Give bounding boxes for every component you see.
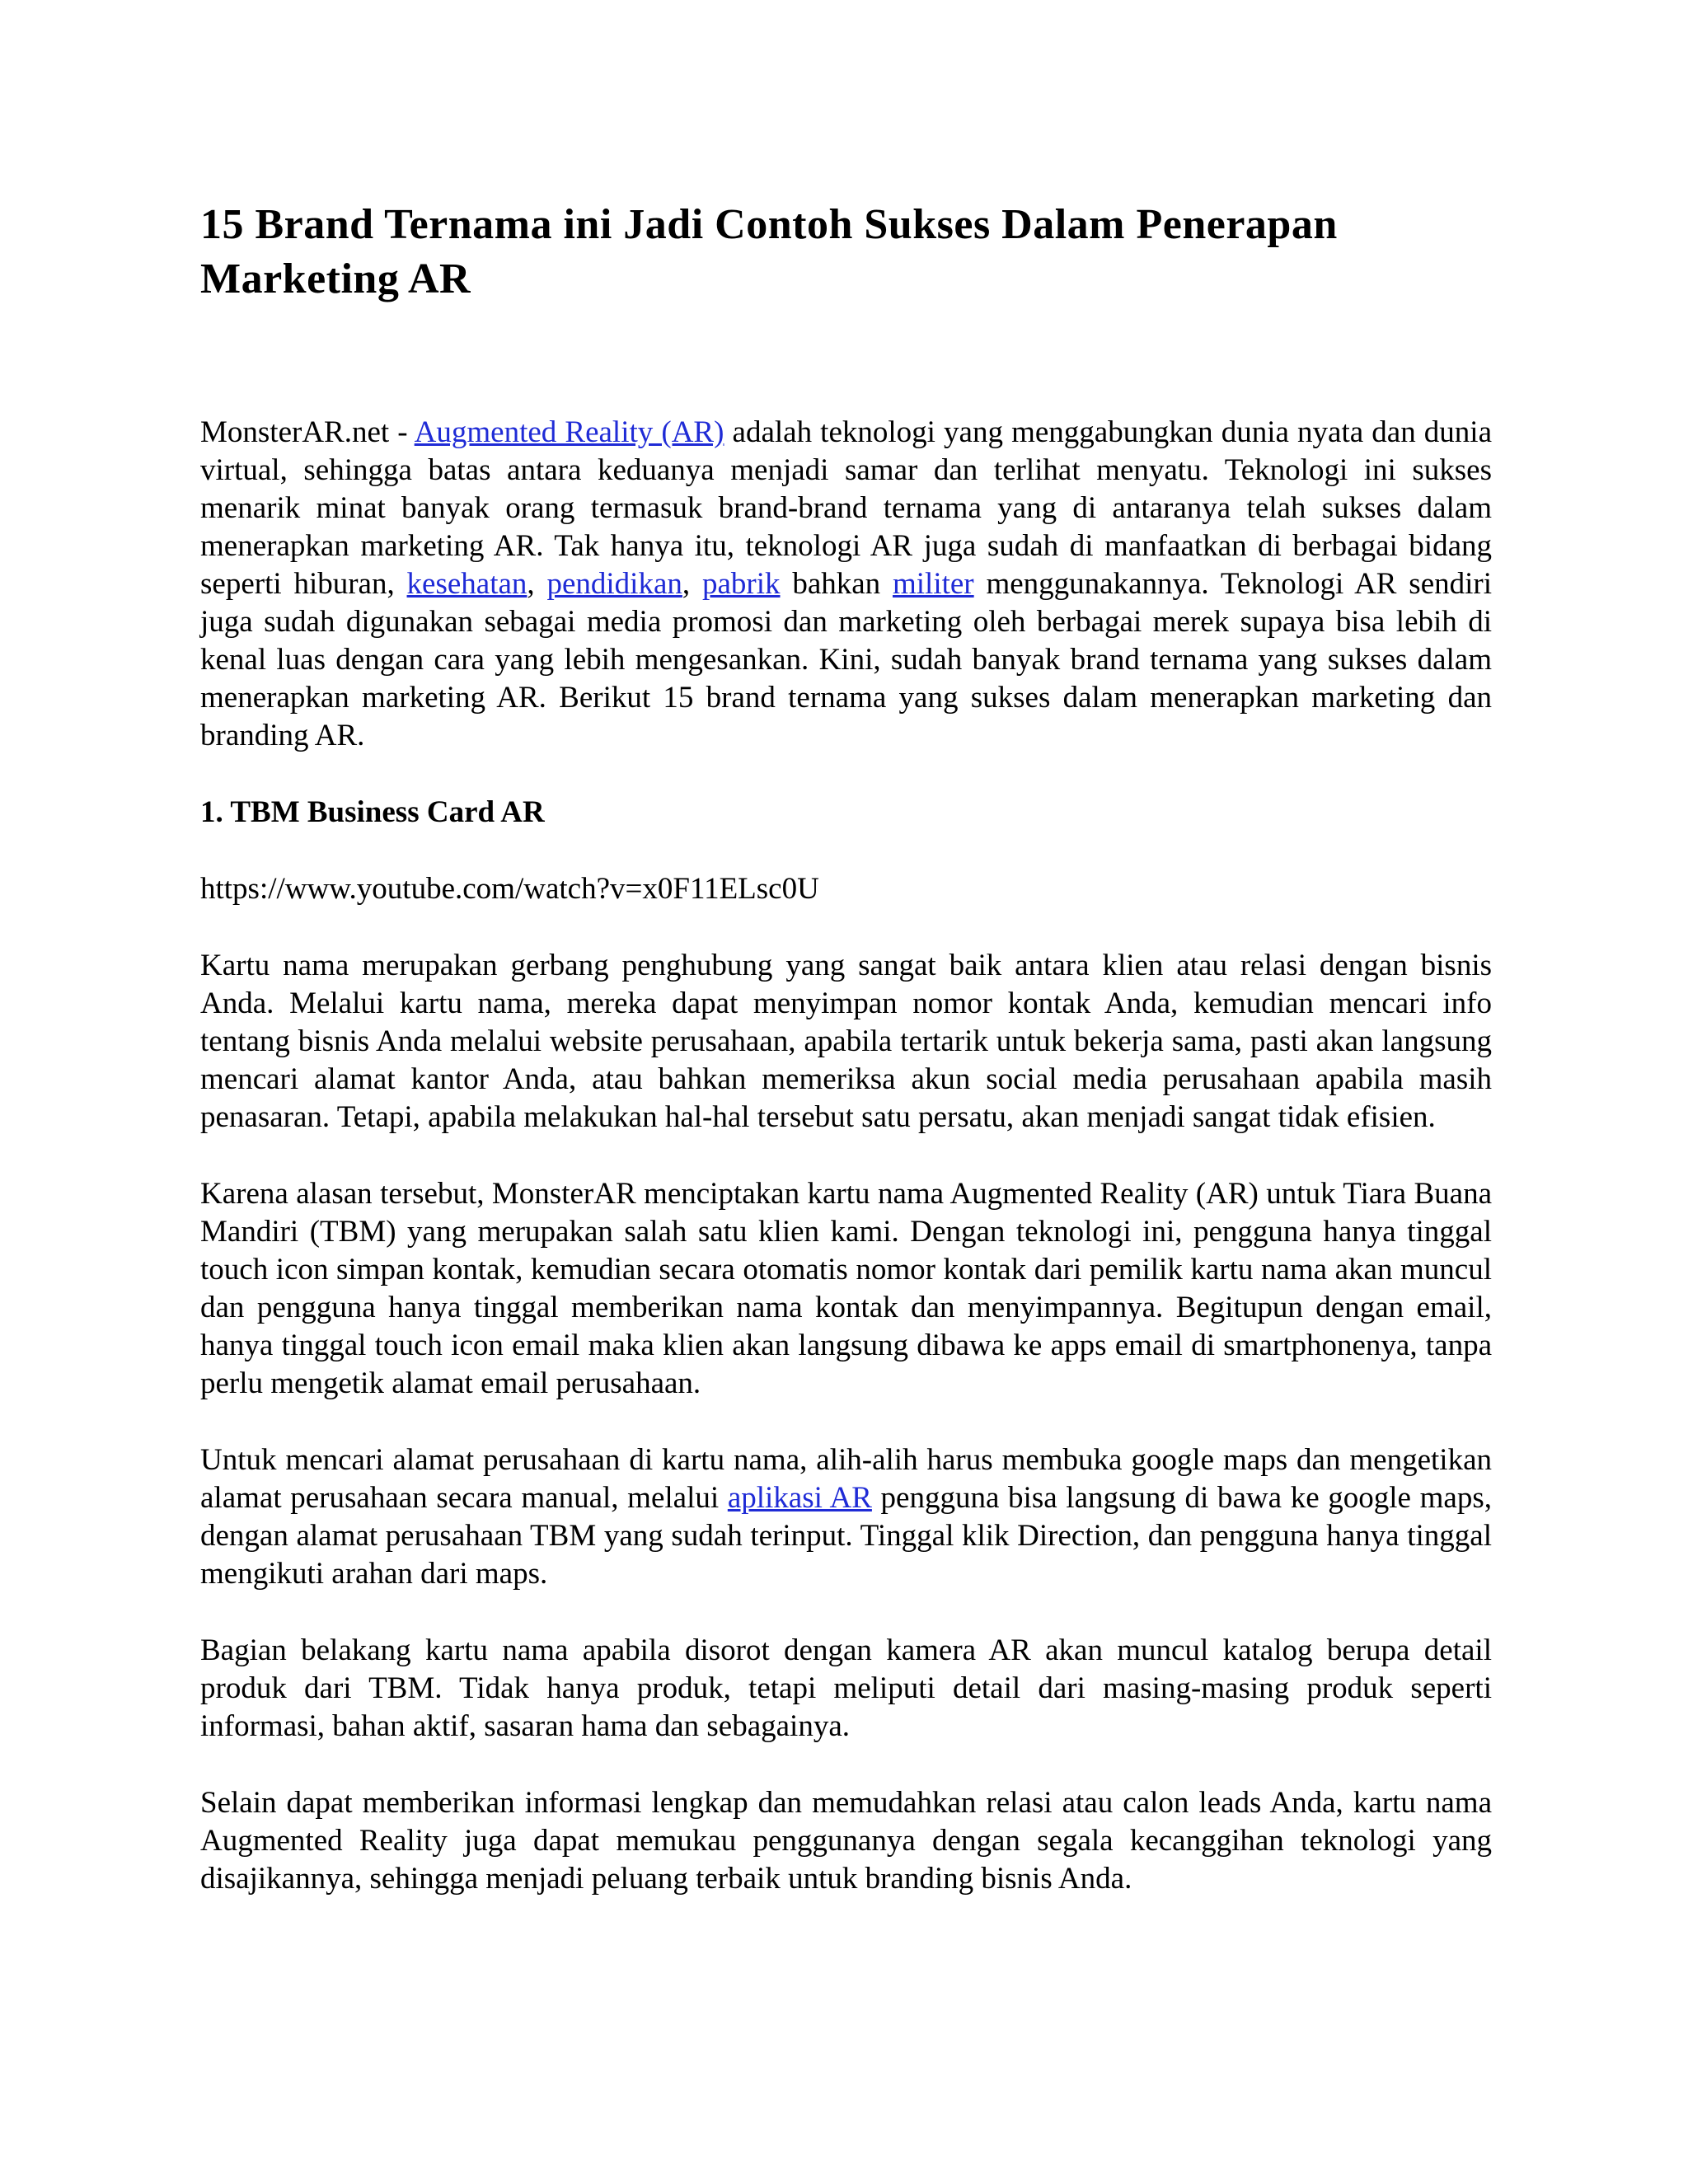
section-paragraph-5: Selain dapat memberikan informasi lengkap dan memudahkan relasi atau calon leads Anda, kartu nama Augmented Reality juga dapat memukau penggunanya dengan segala kecanggihan teknologi yang disajikannya, sehingga menjadi peluang terbaik untuk branding bisnis Anda. (200, 1786, 1492, 1896)
link-augmented-reality[interactable]: Augmented Reality (AR) (414, 415, 724, 449)
link-pendidikan[interactable]: pendidikan (546, 567, 682, 601)
intro-text-4: menggunakannya. Teknologi AR sendiri juga sudah digunakan sebagai media promosi dan marketing oleh berbagai merek supaya bisa lebih di kenal luas dengan cara yang lebih mengesankan. Kini, sudah banyak brand ternama yang sukses dalam menerapkan marketing AR. Berikut 15 brand ternama yang sukses dalam menerapkan marketing dan branding AR. (200, 567, 1493, 752)
link-militer[interactable]: militer (892, 567, 974, 601)
intro-separator-1: , (527, 567, 547, 601)
intro-text-3: bahkan (780, 567, 893, 601)
document-page (200, 198, 1492, 1937)
intro-paragraph (200, 414, 1492, 755)
section-heading: 1. TBM Business Card AR (200, 795, 545, 829)
link-aplikasi-ar[interactable]: aplikasi AR (727, 1481, 872, 1515)
intro-text-2: adalah teknologi yang menggabungkan dunia nyata dan dunia virtual, sehingga batas antara keduanya menjadi samar dan terlihat menyatu. Teknologi ini sukses menarik minat banyak orang termasuk brand-brand ternama yang di antaranya telah sukses dalam menerapkan marketing AR. Tak hanya itu, teknologi AR juga sudah di manfaatkan di berbagai bidang seperti hiburan, (200, 415, 1493, 601)
intro-text-1: MonsterAR.net - (200, 415, 415, 449)
paragraph-3-text-2: pengguna bisa langsung di bawa ke google maps, dengan alamat perusahaan TBM yang sudah terinput. Tinggal klik Direction, dan pengguna hanya tinggal mengikuti arahan dari maps. (200, 1481, 1492, 1591)
section-paragraph-1: Kartu nama merupakan gerbang penghubung yang sangat baik antara klien atau relasi dengan bisnis Anda. Melalui kartu nama, mereka dapat menyimpan nomor kontak Anda, kemudian mencari info tentang bisnis Anda melalui website perusahaan, apabila tertarik untuk bekerja sama, pasti akan langsung mencari alamat kantor Anda, atau bahkan memeriksa akun social media perusahaan apabila masih penasaran. Tetapi, apabila melakukan hal-hal tersebut satu persatu, akan menjadi sangat tidak efisien. (200, 949, 1492, 1134)
link-pabrik[interactable]: pabrik (701, 567, 781, 601)
section-paragraph-4: Bagian belakang kartu nama apabila disorot dengan kamera AR akan muncul katalog berupa detail produk dari TBM. Tidak hanya produk, tetapi meliputi detail dari masing-masing produk seperti informasi, bahan aktif, sasaran hama dan sebagainya. (200, 1633, 1492, 1743)
intro-separator-2: , (682, 567, 702, 601)
video-url: https://www.youtube.com/watch?v=x0F11ELsc0U (200, 872, 819, 906)
link-kesehatan[interactable]: kesehatan (406, 567, 528, 601)
section-paragraph-3 (200, 1441, 1492, 1593)
section-paragraph-2: Karena alasan tersebut, MonsterAR menciptakan kartu nama Augmented Reality (AR) untuk Tiara Buana Mandiri (TBM) yang merupakan salah satu klien kami. Dengan teknologi ini, pengguna hanya tinggal touch icon simpan kontak, kemudian secara otomatis nomor kontak dari pemilik kartu nama akan muncul dan pengguna hanya tinggal memberikan nama kontak dan menyimpannya. Begitupun dengan email, hanya tinggal touch icon email maka klien akan langsung dibawa ke apps email di smartphonenya, tanpa perlu mengetik alamat email perusahaan. (200, 1177, 1492, 1400)
page-title: 15 Brand Ternama ini Jadi Contoh Sukses Dalam Penerapan Marketing AR (200, 201, 1338, 302)
paragraph-3-text-1: Untuk mencari alamat perusahaan di kartu nama, alih-alih harus membuka google maps dan mengetikan alamat perusahaan secara manual, melalui (200, 1443, 1492, 1515)
